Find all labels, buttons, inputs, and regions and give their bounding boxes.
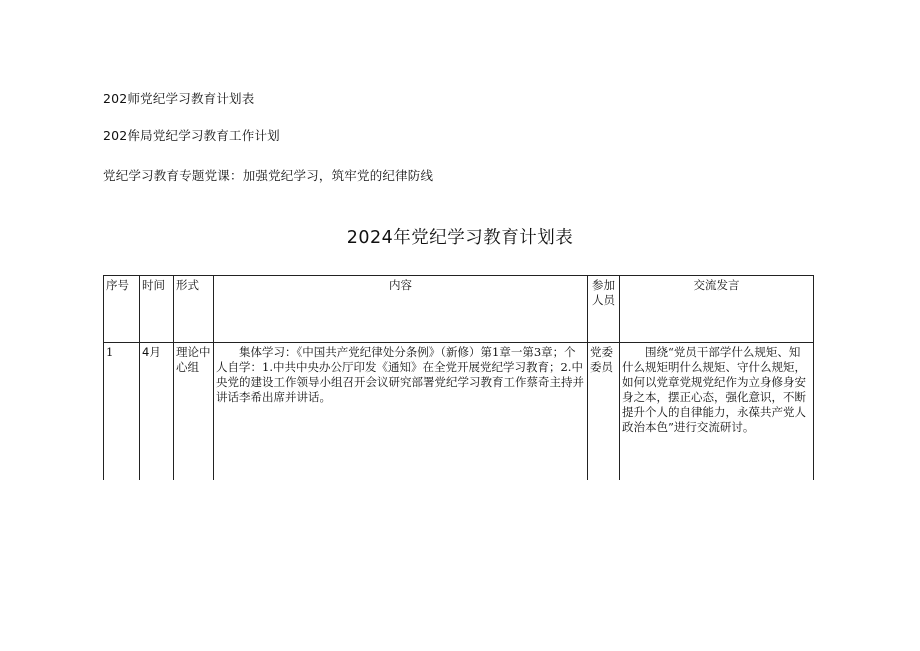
cell-form: 理论中心组 [174, 343, 214, 481]
header-time: 时间 [140, 276, 174, 343]
plan-title: 2024年党纪学习教育计划表 [346, 228, 574, 248]
header-form: 形式 [174, 276, 214, 343]
cell-seq: 1 [104, 343, 140, 481]
header-seq: 序号 [104, 276, 140, 343]
doc-line-2: 202侔局党纪学习教育工作计划 [103, 128, 280, 143]
header-participants: 参加人员 [588, 276, 620, 343]
cell-time: 4月 [140, 343, 174, 481]
header-speech: 交流发言 [620, 276, 814, 343]
doc-line-3: 党纪学习教育专题党课：加强党纪学习，筑牢党的纪律防线 [103, 168, 434, 183]
table-header-row [104, 276, 814, 343]
cell-content: 集体学习：《中国共产党纪律处分条例》（新修）第1章一第3章；个人自学：1.中共中央办公厅印发《通知》在全党开展党纪学习教育；2.中央党的建设工作领导小组召开会议研究部署党纪学习教育工作蔡奇主持并讲话李希出席并讲话。 [214, 343, 588, 481]
cell-participants: 党委委员 [588, 343, 620, 481]
header-content: 内容 [214, 276, 588, 343]
cell-speech: 围绕“党员干部学什么规矩、知什么规矩明什么规矩、守什么规矩，如何以党章党规党纪作为立身修身安身之本，摆正心态，强化意识，不断提升个人的自律能力，永葆共产党人政治本色”进行交流研讨。 [620, 343, 814, 481]
doc-line-1: 202师党纪学习教育计划表 [103, 91, 255, 106]
table-row [104, 343, 814, 481]
plan-table [103, 275, 814, 480]
